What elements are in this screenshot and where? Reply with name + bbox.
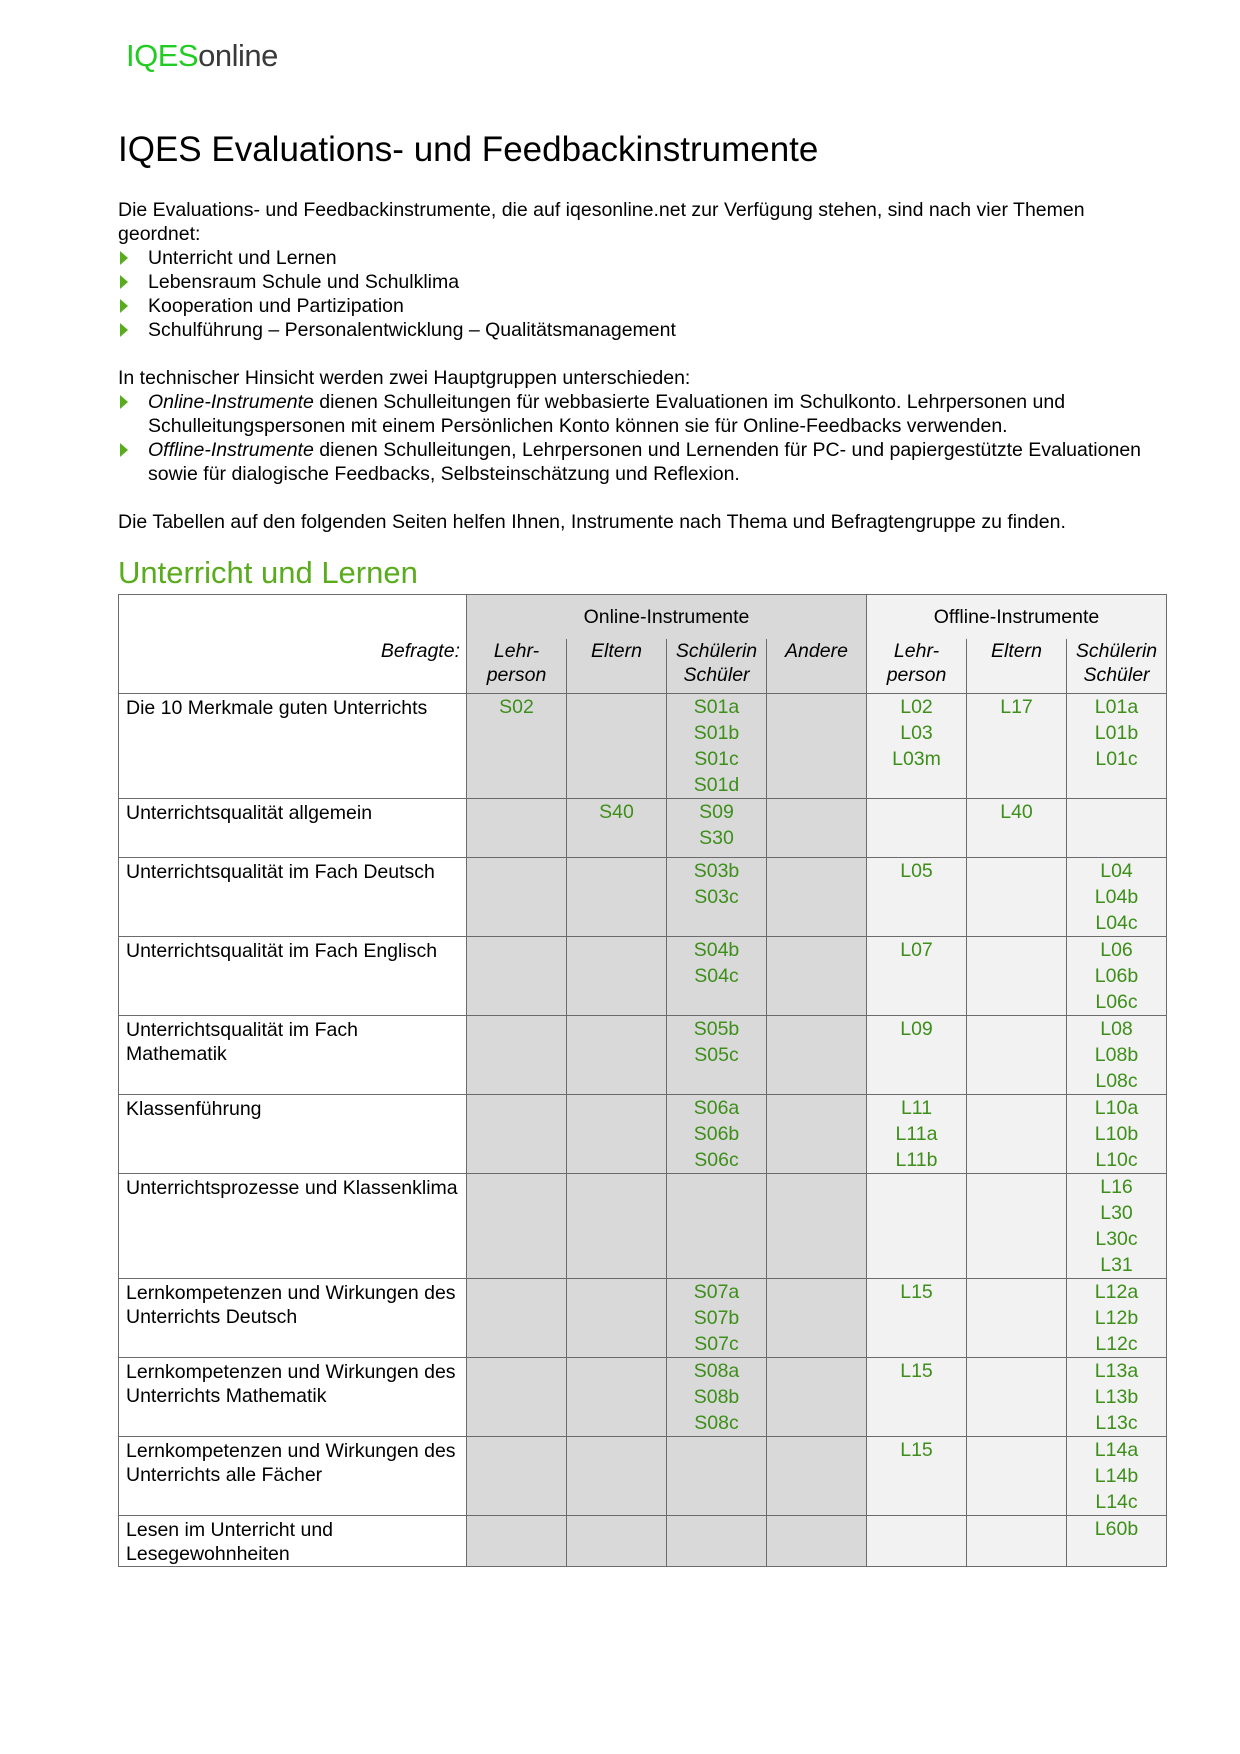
instrument-cell [667,1358,767,1437]
triangle-bullet-icon [120,395,128,409]
instrument-cell [567,1016,667,1095]
instrument-cell [567,694,667,799]
triangle-bullet-icon [120,443,128,457]
instrument-code[interactable]: L09 [900,1018,933,1040]
instrument-cell [867,694,967,799]
theme-item: Kooperation und Partizipation [118,294,1148,318]
instrument-cell [1067,694,1167,799]
instrument-cell [667,1016,767,1095]
instrument-cell [867,1437,967,1516]
table-row [119,1174,1167,1279]
instrument-cell [967,937,1067,1016]
instrument-cell [767,1095,867,1174]
instrument-cell [667,858,767,937]
intro-text [118,198,1148,534]
instrument-code[interactable]: L12a [1094,1281,1139,1303]
instrument-cell [1067,1279,1167,1358]
instrument-cell [567,1279,667,1358]
group-item-online: Online-Instrumente dienen Schulleitungen für webbasierte Evaluationen im Schulkonto. Lehrpersonen und Schulleitungspersonen mit einem Persönlichen Konto können sie für Online-Feedbacks verwenden. [118,390,1148,438]
table-row [119,694,1167,799]
instrument-code[interactable]: S30 [699,827,734,849]
instrument-code[interactable]: L06 [1100,939,1133,961]
table-row [119,1095,1167,1174]
table-body [119,694,1167,1567]
table-row [119,858,1167,937]
instrument-code[interactable]: S05b [693,1018,740,1040]
row-topic-label: Unterrichtsqualität im Fach Deutsch [119,858,467,937]
instrument-code[interactable]: L11b [895,1149,938,1171]
instrument-cell [767,1358,867,1437]
instrument-cell [567,1095,667,1174]
instrument-code[interactable]: L31 [1100,1254,1133,1276]
instrument-code[interactable]: L05 [900,860,933,882]
instrument-code[interactable]: S08a [693,1360,740,1382]
instrument-cell [867,1358,967,1437]
group-header-offline: Offline-Instrumente [867,595,1167,640]
instrument-cell [967,799,1067,858]
theme-item: Lebensraum Schule und Schulklima [118,270,1148,294]
col-header: Eltern [567,639,667,694]
instrument-code[interactable]: L07 [900,939,933,961]
instrument-cell [867,1516,967,1567]
instrument-cell [967,1016,1067,1095]
row-topic-label: Klassenführung [119,1095,467,1174]
instrument-code[interactable]: L01b [1094,722,1139,744]
instrument-code[interactable]: S01b [693,722,740,744]
instrument-cell [667,1279,767,1358]
instrument-cell [467,1174,567,1279]
instrument-cell [867,1016,967,1095]
table-row [119,937,1167,1016]
instrument-cell [767,1437,867,1516]
instrument-cell [467,799,567,858]
col-header: Schülerin Schüler [1067,639,1167,694]
col-header: Lehr- person [467,639,567,694]
themes-list [118,246,1148,342]
instrument-cell [767,694,867,799]
instrument-code[interactable]: S07b [693,1307,740,1329]
instrument-code[interactable]: L40 [1000,801,1033,823]
triangle-bullet-icon [120,299,128,313]
instrument-code[interactable]: S03b [693,860,740,882]
instrument-code[interactable]: L10c [1095,1149,1138,1171]
instrument-cell [767,937,867,1016]
instrument-code[interactable]: L08b [1094,1044,1139,1066]
groups-list [118,390,1148,486]
row-topic-label: Lesen im Unterricht und Lesegewohnheiten [119,1516,467,1567]
instrument-cell [767,799,867,858]
triangle-bullet-icon [120,323,128,337]
col-header: Schülerin Schüler [667,639,767,694]
table-row [119,1437,1167,1516]
instrument-code[interactable]: L60b [1094,1518,1139,1540]
instrument-cell [967,694,1067,799]
intro-paragraph-2: In technischer Hinsicht werden zwei Hauptgruppen unterschieden: [118,367,691,389]
instrument-code[interactable]: L06c [1095,991,1138,1013]
instrument-cell [867,1095,967,1174]
instrument-code[interactable]: L04c [1095,912,1138,934]
instrument-code[interactable]: L14a [1094,1439,1139,1461]
instrument-cell [1067,937,1167,1016]
instrument-code[interactable]: L12c [1095,1333,1138,1355]
triangle-bullet-icon [120,275,128,289]
instrument-cell [767,858,867,937]
instrument-cell [567,1174,667,1279]
instrument-code[interactable]: S01c [694,748,739,770]
instrument-cell [667,799,767,858]
page-title: IQES Evaluations- und Feedbackinstrumente [118,130,819,169]
instrument-code[interactable]: L08c [1095,1070,1138,1092]
triangle-bullet-icon [120,251,128,265]
instrument-cell [667,694,767,799]
logo-online: online [198,38,278,73]
instrument-code[interactable]: S06a [693,1097,740,1119]
instrument-cell [1067,1358,1167,1437]
instrument-cell [467,1516,567,1567]
instrument-cell [467,858,567,937]
instrument-cell [767,1516,867,1567]
instrument-code[interactable]: L15 [900,1439,933,1461]
instrument-cell [1067,1516,1167,1567]
table-corner [119,595,467,640]
instrument-cell [967,1279,1067,1358]
instrument-code[interactable]: S01d [693,774,740,796]
instrument-code[interactable]: L13c [1095,1412,1138,1434]
instrument-cell [567,1516,667,1567]
instrument-code[interactable]: L14b [1094,1465,1139,1487]
instrument-cell [467,1358,567,1437]
table-row [119,1279,1167,1358]
instrument-code[interactable]: L30 [1100,1202,1133,1224]
instrument-cell [1067,1174,1167,1279]
instrument-code[interactable]: S06c [694,1149,739,1171]
instrument-cell [667,1174,767,1279]
instrument-cell [867,1174,967,1279]
instrument-code[interactable]: L30c [1095,1228,1138,1250]
row-topic-label: Unterrichtsprozesse und Klassenklima [119,1174,467,1279]
instrument-cell [767,1174,867,1279]
instrument-code[interactable]: L01a [1094,696,1139,718]
instruments-table [118,594,1167,1567]
instrument-code[interactable]: L17 [1000,696,1033,718]
instrument-code[interactable]: S08c [694,1412,739,1434]
instrument-code[interactable]: S04c [694,965,739,987]
instrument-cell [767,1279,867,1358]
instrument-code[interactable]: L01c [1095,748,1138,770]
instrument-code[interactable]: S07a [693,1281,740,1303]
instrument-cell [967,1437,1067,1516]
instrument-code[interactable]: L14c [1095,1491,1138,1513]
instrument-cell [967,858,1067,937]
table-row [119,1358,1167,1437]
instrument-code[interactable]: L16 [1100,1176,1133,1198]
row-topic-label: Die 10 Merkmale guten Unterrichts [119,694,467,799]
instrument-code[interactable]: L08 [1100,1018,1133,1040]
instrument-code[interactable]: L10b [1094,1123,1139,1145]
instrument-code[interactable]: L10a [1094,1097,1139,1119]
instrument-cell [867,858,967,937]
instrument-code[interactable]: L13b [1094,1386,1139,1408]
instrument-cell [967,1516,1067,1567]
instrument-code[interactable]: L13a [1094,1360,1139,1382]
instrument-cell [867,799,967,858]
instrument-cell [567,858,667,937]
instrument-code[interactable]: S02 [499,696,534,718]
instrument-code[interactable]: L12b [1094,1307,1139,1329]
instrument-code[interactable]: L15 [900,1360,933,1382]
instrument-cell [667,1516,767,1567]
theme-item: Schulführung – Personalentwicklung – Qualitätsmanagement [118,318,1148,342]
instrument-cell [1067,858,1167,937]
befragte-label: Befragte: [119,639,467,694]
instrument-cell [667,1437,767,1516]
instrument-cell [567,799,667,858]
instrument-cell [967,1174,1067,1279]
instrument-cell [567,937,667,1016]
instrument-code[interactable]: L06b [1094,965,1139,987]
instrument-cell [467,1437,567,1516]
instrument-cell [967,1095,1067,1174]
instrument-code[interactable]: L03m [892,748,941,770]
instrument-cell [667,937,767,1016]
col-header: Lehr- person [867,639,967,694]
logo-iqes: IQES [126,38,199,73]
instrument-code[interactable]: L02 [900,696,933,718]
section-title: Unterricht und Lernen [118,555,418,590]
instrument-cell [467,937,567,1016]
row-topic-label: Unterrichtsqualität im Fach Mathematik [119,1016,467,1095]
instrument-cell [467,694,567,799]
instrument-cell [1067,1437,1167,1516]
instrument-cell [867,1279,967,1358]
instrument-code[interactable]: L03 [900,722,933,744]
instrument-code[interactable]: S03c [694,886,739,908]
row-topic-label: Lernkompetenzen und Wirkungen des Unterrichts Deutsch [119,1279,467,1358]
instrument-code[interactable]: S09 [699,801,734,823]
instrument-code[interactable]: L04b [1094,886,1139,908]
instrument-code[interactable]: L04 [1100,860,1133,882]
instrument-cell [867,937,967,1016]
instrument-cell [567,1358,667,1437]
instrument-code[interactable]: S40 [599,801,634,823]
instrument-cell [467,1279,567,1358]
instrument-code[interactable]: L15 [900,1281,933,1303]
instrument-cell [967,1358,1067,1437]
row-topic-label: Unterrichtsqualität allgemein [119,799,467,858]
instrument-cell [467,1095,567,1174]
intro-paragraph-3: Die Tabellen auf den folgenden Seiten helfen Ihnen, Instrumente nach Thema und Befragtengruppe zu finden. [118,511,1066,533]
group-header-online: Online-Instrumente [467,595,867,640]
instrument-code[interactable]: S08b [693,1386,740,1408]
instrument-cell [467,1016,567,1095]
row-topic-label: Lernkompetenzen und Wirkungen des Unterrichts Mathematik [119,1358,467,1437]
iqes-online-logo [126,40,278,71]
instrument-code[interactable]: S06b [693,1123,740,1145]
col-header: Andere [767,639,867,694]
instrument-code[interactable]: S05c [694,1044,739,1066]
instrument-cell [667,1095,767,1174]
instrument-cell [767,1016,867,1095]
instrument-code[interactable]: S01a [693,696,740,718]
instrument-code[interactable]: L11a [895,1123,938,1145]
instrument-code[interactable]: L11 [900,1097,933,1119]
table-row [119,1016,1167,1095]
row-topic-label: Lernkompetenzen und Wirkungen des Unterrichts alle Fächer [119,1437,467,1516]
table-row [119,1516,1167,1567]
col-header: Eltern [967,639,1067,694]
instrument-cell [567,1437,667,1516]
group-item-offline: Offline-Instrumente dienen Schulleitungen, Lehrpersonen und Lernenden für PC- und papiergestützte Evaluationen sowie für dialogische Feedbacks, Selbsteinschätzung und Reflexion. [118,438,1148,486]
theme-item: Unterricht und Lernen [118,246,1148,270]
intro-paragraph-1: Die Evaluations- und Feedbackinstrumente, die auf iqesonline.net zur Verfügung stehen, sind nach vier Themen geordnet: [118,199,1085,245]
table-row [119,799,1167,858]
instrument-cell [1067,799,1167,858]
instrument-code[interactable]: S04b [693,939,740,961]
row-topic-label: Unterrichtsqualität im Fach Englisch [119,937,467,1016]
instrument-code[interactable]: S07c [694,1333,739,1355]
instrument-cell [1067,1016,1167,1095]
instrument-cell [1067,1095,1167,1174]
